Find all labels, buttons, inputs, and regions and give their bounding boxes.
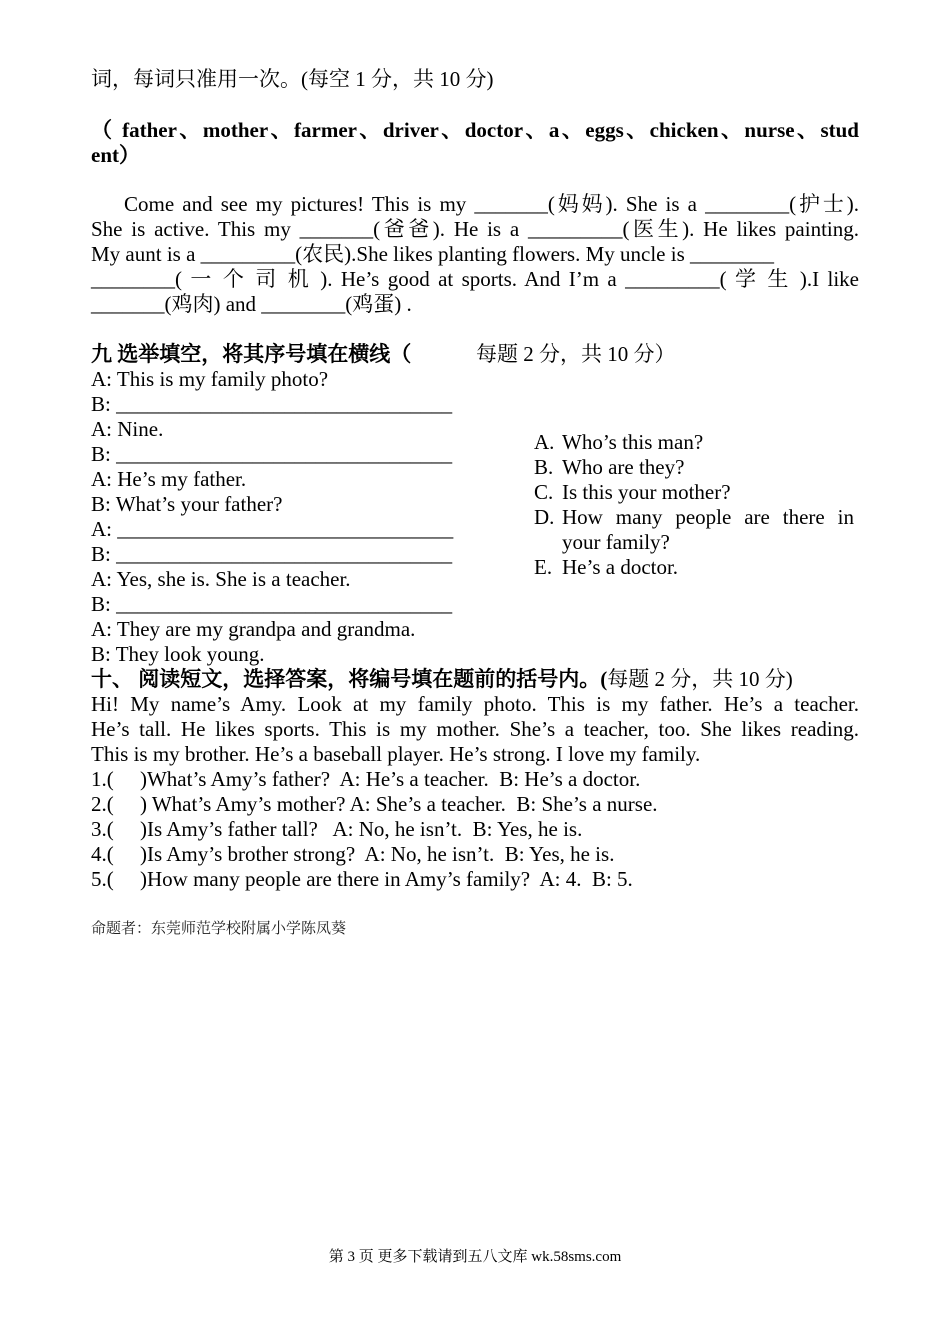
section10-heading — [91, 667, 793, 692]
word-bank-line2: ent） — [91, 143, 140, 167]
page-footer: 第 3 页 更多下载请到五八文库 wk.58sms.com — [328, 1249, 622, 1265]
dialog-line: A: Nine. — [91, 417, 164, 441]
option-text: How many people are there in — [562, 505, 854, 529]
dialog-line: A: This is my family photo? — [91, 367, 329, 391]
option-d-cont — [534, 530, 670, 555]
dialog-blank[interactable]: B: ________________________________ — [91, 442, 453, 466]
dialog-line: A: He’s my father. — [91, 467, 247, 491]
dialog-line: A: They are my grandpa and grandma. — [91, 617, 416, 641]
word-bank-line1: （ father、mother、farmer、driver、doctor、a、eggs、chicken、nurse、stud — [91, 118, 859, 142]
question-2[interactable]: 2.( ) What’s Amy’s mother? A: She’s a teacher. B: She’s a nurse. — [91, 792, 658, 816]
passage8-line4: ________( 一 个 司 机 ). He’s good at sports. And I’m a _________( 学 生 ).I like — [91, 267, 859, 291]
option-label: B. — [534, 455, 554, 479]
question-4[interactable]: 4.( )Is Amy’s brother strong? A: No, he isn’t. B: Yes, he is. — [91, 842, 615, 866]
question-5[interactable]: 5.( )How many people are there in Amy’s family? A: 4. B: 5. — [91, 867, 633, 891]
dialog-blank[interactable]: B: ________________________________ — [91, 592, 453, 616]
section8-instruction-tail: 词，每词只准用一次。(每空 1 分，共 10 分) — [91, 67, 494, 91]
option-label: E. — [534, 555, 553, 579]
section9-score: 每题 2 分，共 10 分） — [476, 342, 676, 366]
option-d — [534, 505, 854, 530]
dialog-line: B: What’s your father? — [91, 492, 283, 516]
option-label: D. — [534, 505, 555, 529]
dialog-line: B: They look young. — [91, 642, 265, 666]
question-1[interactable]: 1.( )What’s Amy’s father? A: He’s a teacher. B: He’s a doctor. — [91, 767, 641, 791]
option-e — [534, 555, 678, 580]
option-text: your family? — [562, 530, 670, 554]
section10-score: 每题 2 分，共 10 分) — [607, 667, 793, 691]
passage10-line2: He’s tall. He likes sports. This is my mother. She’s a teacher, too. She likes reading. — [91, 717, 859, 741]
passage8-line3: My aunt is a _________(农民).She likes planting flowers. My uncle is ________ — [91, 242, 775, 266]
author-credit: 命题者：东莞师范学校附属小学陈凤葵 — [91, 921, 347, 937]
option-text: Who are they? — [562, 455, 685, 479]
option-a — [534, 430, 703, 455]
option-label: A. — [534, 430, 555, 454]
passage8-line5: _______(鸡肉) and ________(鸡蛋) . — [91, 292, 412, 316]
option-text: Is this your mother? — [562, 480, 731, 504]
passage8-line1: Come and see my pictures! This is my _______(妈妈). She is a ________(护士). — [124, 192, 859, 216]
dialog-blank[interactable]: B: ________________________________ — [91, 392, 453, 416]
question-3[interactable]: 3.( )Is Amy’s father tall? A: No, he isn’t. B: Yes, he is. — [91, 817, 583, 841]
option-text: He’s a doctor. — [562, 555, 679, 579]
dialog-blank[interactable]: A: ________________________________ — [91, 517, 454, 541]
dialog-blank[interactable]: B: ________________________________ — [91, 542, 453, 566]
option-text: Who’s this man? — [562, 430, 704, 454]
dialog-line: A: Yes, she is. She is a teacher. — [91, 567, 351, 591]
section10-title: 十、 阅读短文，选择答案，将编号填在题前的括号内。( — [91, 667, 608, 691]
option-b — [534, 455, 684, 480]
section9-title: 九 选举填空，将其序号填在横线（ — [91, 342, 412, 366]
passage8-line2: She is active. This my _______(爸爸). He is a _________(医生). He likes painting. — [91, 217, 859, 241]
passage10-line1: Hi! My name’s Amy. Look at my family photo. This is my father. He’s a teacher. — [91, 692, 859, 716]
passage10-line3: This is my brother. He’s a baseball player. He’s strong. I love my family. — [91, 742, 701, 766]
option-c — [534, 480, 731, 505]
option-label: C. — [534, 480, 554, 504]
